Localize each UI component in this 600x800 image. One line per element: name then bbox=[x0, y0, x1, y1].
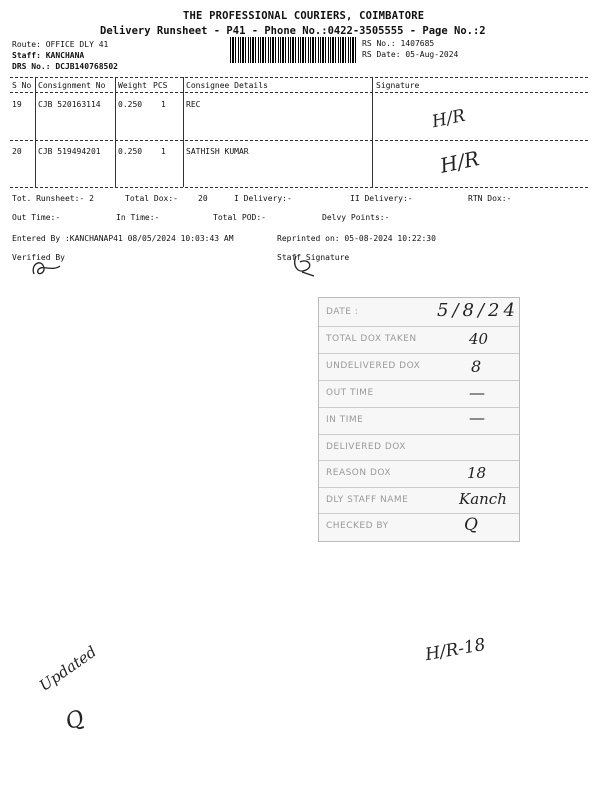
header-pcs: PCS bbox=[153, 81, 168, 90]
stamp-label: UNDELIVERED DOX bbox=[326, 361, 421, 371]
col-divider bbox=[183, 77, 184, 187]
stamp-value: Q bbox=[464, 515, 478, 535]
tot-runsheet: Tot. Runsheet:- 2 bbox=[12, 194, 94, 203]
barcode-image bbox=[230, 37, 356, 63]
stamp-row bbox=[319, 300, 519, 326]
table-row-weight: 0.250 bbox=[118, 147, 143, 156]
stamp-value: 5/8/24 bbox=[437, 300, 519, 321]
first-delivery: I Delivery:- bbox=[234, 194, 292, 203]
in-time: In Time:- bbox=[116, 213, 160, 222]
total-dox-label: Total Dox:- bbox=[125, 194, 178, 203]
stamp-value: Kanch bbox=[459, 490, 507, 508]
header-signature: Signature bbox=[376, 81, 420, 90]
route-label: Route: OFFICE DLY 41 bbox=[12, 40, 109, 49]
stamp-row bbox=[319, 434, 519, 461]
entered-by: Entered By :KANCHANAP41 08/05/2024 10:03:43 AM bbox=[12, 234, 234, 243]
rtn-dox: RTN Dox:- bbox=[468, 194, 512, 203]
stamp-label: REASON DOX bbox=[326, 468, 392, 478]
delvy-points: Delvy Points:- bbox=[322, 213, 390, 222]
stamp-value: — bbox=[469, 408, 485, 427]
table-row-consignment: CJB 520163114 bbox=[38, 100, 101, 109]
col-divider bbox=[372, 77, 373, 187]
stamp-label: DATE : bbox=[326, 307, 359, 317]
stamp-row bbox=[319, 326, 519, 353]
signature-mark: H/R bbox=[430, 105, 468, 133]
handwritten-hr-note: H/R-18 bbox=[423, 634, 488, 666]
stamp-row bbox=[319, 513, 519, 540]
stamp-row bbox=[319, 460, 519, 487]
stamp-label: DELIVERED DOX bbox=[326, 442, 406, 452]
stamp-label: CHECKED BY bbox=[326, 521, 389, 531]
table-row-consignment: CJB 519494201 bbox=[38, 147, 101, 156]
divider bbox=[10, 77, 588, 78]
stamp-row bbox=[319, 380, 519, 407]
table-row-sno: 19 bbox=[12, 100, 22, 109]
stamp-row bbox=[319, 353, 519, 380]
header-weight: Weight bbox=[118, 81, 147, 90]
handwritten-updated-note: Updated bbox=[36, 642, 100, 695]
stamp-label: TOTAL DOX TAKEN bbox=[326, 334, 417, 344]
total-dox-value: 20 bbox=[198, 194, 208, 203]
signature-mark: H/R bbox=[437, 146, 482, 178]
stamp-value: 40 bbox=[469, 330, 489, 348]
handwritten-initials: Q bbox=[62, 705, 88, 736]
stamp-label: IN TIME bbox=[326, 415, 364, 425]
out-time: Out Time:- bbox=[12, 213, 61, 222]
company-name: THE PROFESSIONAL COURIERS, COIMBATORE bbox=[183, 10, 425, 22]
verification-stamp bbox=[318, 297, 520, 542]
table-row-weight: 0.250 bbox=[118, 100, 143, 109]
stamp-row bbox=[319, 407, 519, 434]
col-divider bbox=[115, 77, 116, 187]
staff-signature-label: Staff Signature bbox=[277, 253, 350, 262]
second-delivery: II Delivery:- bbox=[350, 194, 413, 203]
divider bbox=[10, 92, 588, 93]
col-divider bbox=[35, 77, 36, 187]
stamp-row bbox=[319, 487, 519, 514]
stamp-value: 18 bbox=[467, 464, 487, 482]
stamp-label: DLY STAFF NAME bbox=[326, 495, 409, 505]
total-pod: Total POD:- bbox=[213, 213, 266, 222]
runsheet-title: Delivery Runsheet - P41 - Phone No.:0422-3505555 - Page No.:2 bbox=[100, 25, 486, 37]
verified-signature-scribble bbox=[28, 254, 68, 280]
table-row-consignee: SATHISH KUMAR bbox=[186, 147, 249, 156]
rs-date: RS Date: 05-Aug-2024 bbox=[362, 50, 459, 59]
stamp-value: — bbox=[469, 383, 485, 402]
staff-signature-scribble bbox=[290, 252, 320, 282]
stamp-value: 8 bbox=[471, 357, 482, 376]
header-consignee: Consignee Details bbox=[186, 81, 268, 90]
table-row-pcs: 1 bbox=[161, 100, 166, 109]
header-consignment: Consignment No bbox=[38, 81, 106, 90]
reprinted-on: Reprinted on: 05-08-2024 10:22:30 bbox=[277, 234, 436, 243]
table-row-sno: 20 bbox=[12, 147, 22, 156]
header-sno: S No bbox=[12, 81, 32, 90]
rs-number: RS No.: 1407685 bbox=[362, 39, 435, 48]
staff-label: Staff: KANCHANA bbox=[12, 51, 85, 60]
divider bbox=[10, 187, 588, 188]
stamp-label: OUT TIME bbox=[326, 388, 374, 398]
verified-by-label: Verified By bbox=[12, 253, 65, 262]
divider bbox=[10, 140, 588, 141]
drs-number: DRS No.: DCJB140768502 bbox=[12, 62, 118, 71]
table-row-pcs: 1 bbox=[161, 147, 166, 156]
table-row-consignee: REC bbox=[186, 100, 201, 109]
